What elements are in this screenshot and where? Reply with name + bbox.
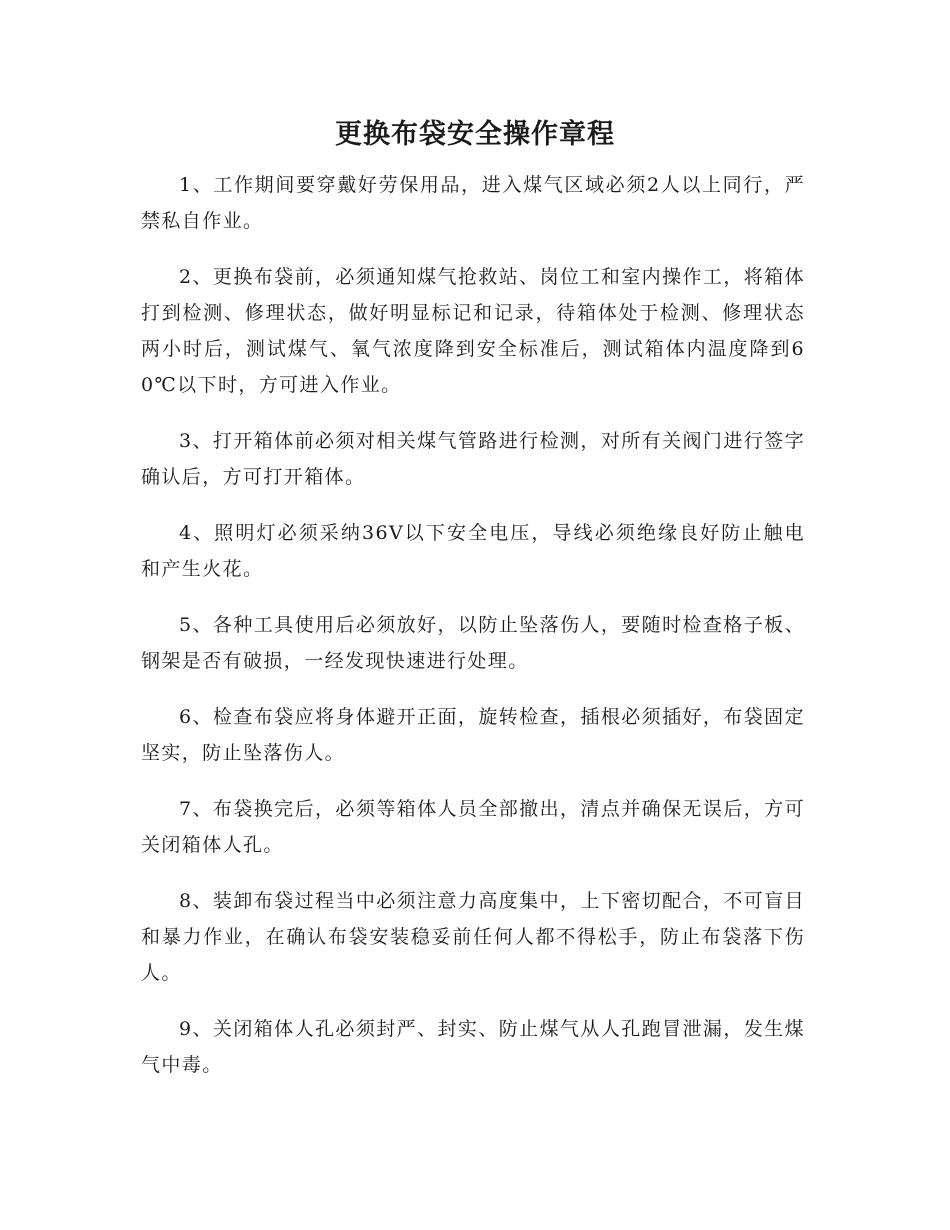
paragraph-4: 4、照明灯必须采纳36V以下安全电压，导线必须绝缘良好防止触电和产生火花。 [141, 522, 805, 580]
paragraph-3: 3、打开箱体前必须对相关煤气管路进行检测，对所有关阀门进行签字确认后，方可打开箱体。 [141, 430, 805, 488]
paragraph-1: 1、工作期间要穿戴好劳保用品，进入煤气区域必须2人以上同行，严禁私自作业。 [141, 174, 805, 232]
document-title: 更换布袋安全操作章程 [335, 119, 615, 150]
paragraph-5: 5、各种工具使用后必须放好，以防止坠落伤人，要随时检查格子板、钢架是否有破损，一经发现快速进行处理。 [141, 614, 805, 672]
paragraph-9: 9、关闭箱体人孔必须封严、封实、防止煤气从人孔跑冒泄漏，发生煤气中毒。 [141, 1018, 805, 1076]
paragraph-2: 2、更换布袋前，必须通知煤气抢救站、岗位工和室内操作工，将箱体打到检测、修理状态，做好明显标记和记录，待箱体处于检测、修理状态两小时后，测试煤气、氧气浓度降到安全标准后，测试箱体内温度降到60℃以下时，方可进入作业。 [141, 266, 805, 396]
document-body [141, 167, 805, 1103]
paragraph-7: 7、布袋换完后，必须等箱体人员全部撤出，清点并确保无误后，方可关闭箱体人孔。 [141, 798, 805, 856]
paragraph-8: 8、装卸布袋过程当中必须注意力高度集中，上下密切配合，不可盲目和暴力作业，在确认布袋安装稳妥前任何人都不得松手，防止布袋落下伤人。 [141, 890, 805, 984]
paragraph-6: 6、检查布袋应将身体避开正面，旋转检查，插根必须插好，布袋固定坚实，防止坠落伤人。 [141, 706, 805, 764]
